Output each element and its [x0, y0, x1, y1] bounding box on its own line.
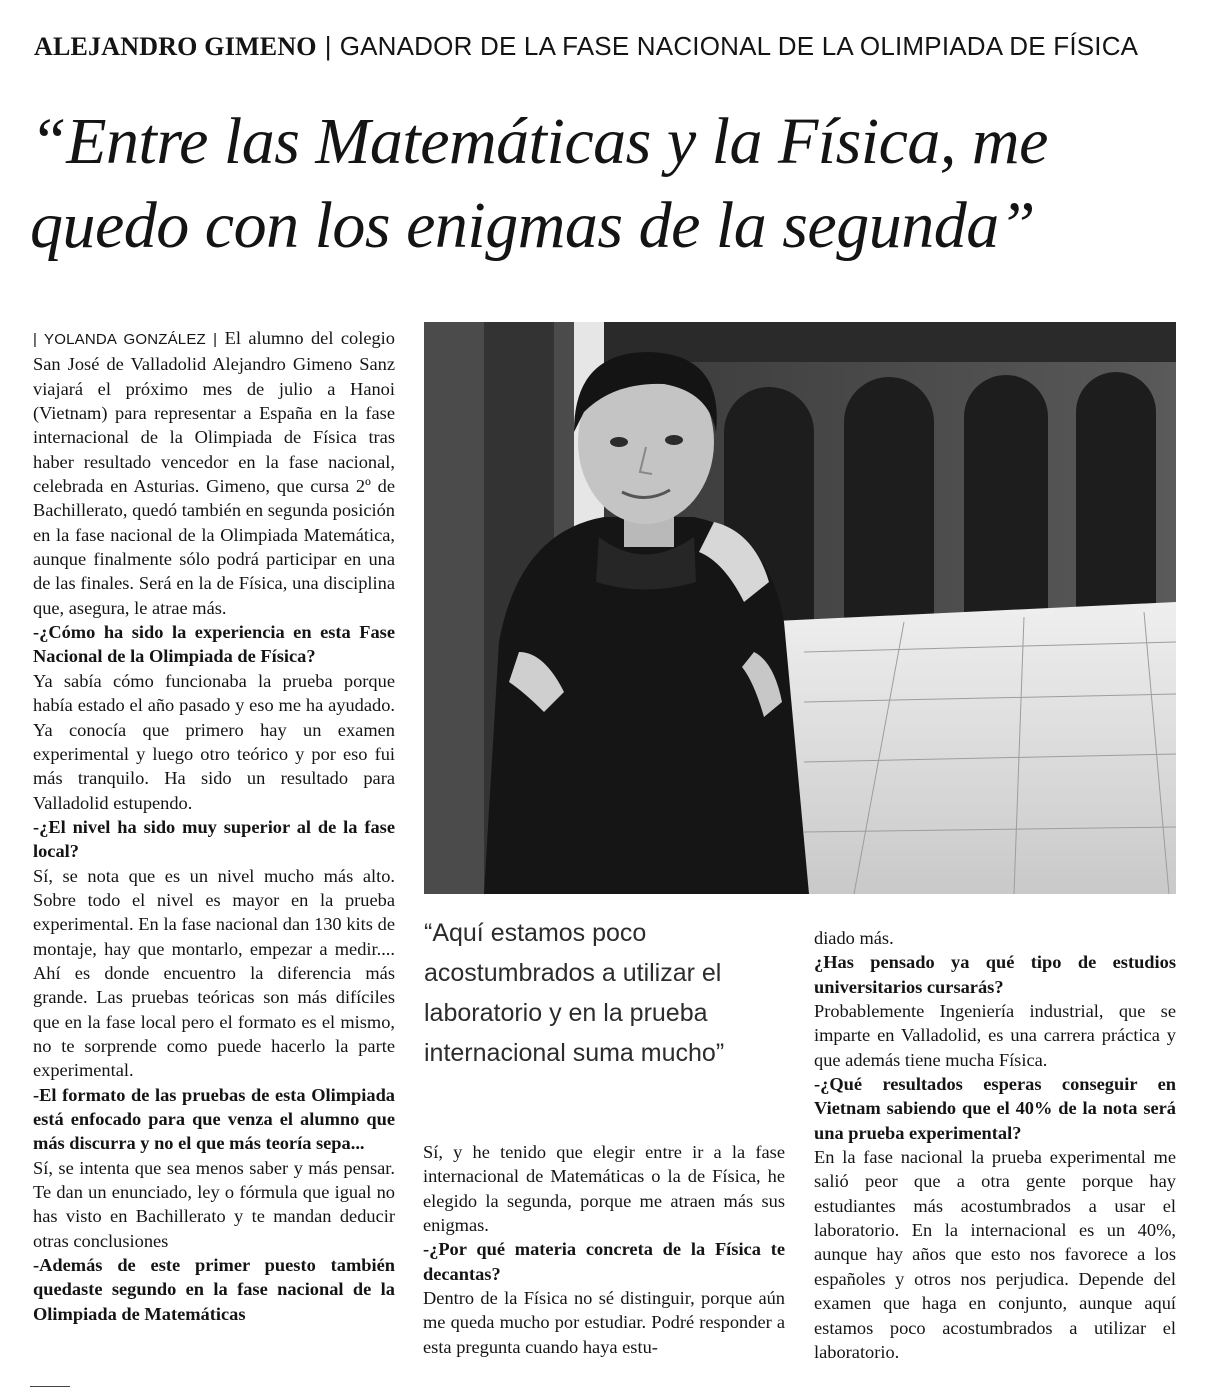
portrait-photo [424, 322, 1176, 894]
interview-answer-6: Probablemente Ingeniería industrial, que se imparte en Valladolid, es una carrera práctica y que además tiene mucha Física. [814, 1001, 1176, 1070]
interview-answer-2: Sí, se nota que es un nivel mucho más alto. Sobre todo el nivel es mayor en la prueba experimental. En la fase nacional dan 130 kits de montaje, hay que montarlo, empezar a medir.... Ahí es donde encuentro la diferencia más grande. Las pruebas teóricas son más difíciles que en la fase local pero el formato es el mismo, no te sorprende como puede hacerlo la parte experimental. [33, 865, 395, 1081]
interview-answer-7: En la fase nacional la prueba experimental me salió peor que a otra gente porque hay estudiantes más acostumbrados a usar el laboratorio. En la internacional es un 40%, aunque hay años que esto nos favorece a los españoles y otros nos perjudica. Depende del examen que haga en conjunto, aunque aquí estamos poco acostumbrados a utilizar el laboratorio. [814, 1147, 1176, 1362]
interview-answer-4: Sí, y he tenido que elegir entre ir a la fase internacional de Matemáticas o la de Física, he elegido la segunda, porque me atraen más sus enigmas. [423, 1142, 785, 1236]
interview-answer-1: Ya sabía cómo funcionaba la prueba porque había estado el año pasado y eso me ha ayudado. Ya conocía que primero hay un examen experimental y luego otro teórico y por eso fui más tranquilo. Ha sido un resultado para Valladolid estupendo. [33, 670, 395, 813]
intro-text: El alumno del colegio San José de Valladolid Alejandro Gimeno Sanz viajará el próximo mes de julio a Hanoi (Vietnam) para representar a España en la fase internacional de la Olimpiada de Física tras haber resultado vencedor en la fase nacional, celebrada en Asturias. Gimeno, que cursa 2º de Bachillerato, quedó también en segunda posición en la fase nacional de la Olimpiada Matemática, aunque finalmente sólo podrá participar en una de las finales. Será en la de Física, una disciplina que, asegura, le atrae más. [33, 328, 395, 618]
article-headline: “Entre las Matemáticas y la Física, me quedo con los enigmas de la segunda” [30, 105, 1048, 262]
pull-quote: “Aquí estamos poco acostumbrados a utilizar el laboratorio y en la prueba internacional suma mucho” [424, 919, 725, 1067]
article-column-3 [814, 926, 1176, 1364]
kicker-role: GANADOR DE LA FASE NACIONAL DE LA OLIMPIADA DE FÍSICA [339, 31, 1139, 61]
interview-question-5: -¿Por qué materia concreta de la Física te decantas? [423, 1239, 785, 1284]
interview-question-2: -¿El nivel ha sido muy superior al de la fase local? [33, 816, 395, 862]
article-column-1 [33, 326, 395, 1326]
interview-answer-3: Sí, se intenta que sea menos saber y más pensar. Te dan un enunciado, ley o fórmula que igual no has visto en Bachillerato y te mandan deducir otras conclusiones [33, 1157, 395, 1251]
kicker-separator: | [324, 31, 332, 61]
interview-question-6: ¿Has pensado ya qué tipo de estudios universitarios cursarás? [814, 952, 1176, 997]
kicker-name: ALEJANDRO GIMENO [34, 32, 317, 61]
interview-question-4: -Además de este primer puesto también quedaste segundo en la fase nacional de la Olimpiada de Matemáticas [33, 1255, 395, 1324]
interview-answer-5: Dentro de la Física no sé distinguir, porque aún me queda mucho por estudiar. Podré responder a esta pregunta cuando haya estu- [423, 1288, 785, 1357]
footer-rule [30, 1386, 70, 1387]
interview-answer-5-continued: diado más. [814, 928, 894, 948]
interview-question-7: -¿Qué resultados esperas conseguir en Vietnam sabiendo que el 40% de la nota será una prueba experimental? [814, 1074, 1176, 1143]
lead-paragraph [33, 326, 395, 620]
interview-question-3: -El formato de las pruebas de esta Olimpiada está enfocado para que venza el alumno que más discurra y no el que más teoría sepa... [33, 1084, 395, 1154]
article-column-2 [423, 1140, 785, 1359]
byline: | YOLANDA GONZÁLEZ | [33, 331, 218, 348]
interview-question-1: -¿Cómo ha sido la experiencia en esta Fase Nacional de la Olimpiada de Física? [33, 622, 395, 667]
article-kicker [34, 28, 1194, 65]
